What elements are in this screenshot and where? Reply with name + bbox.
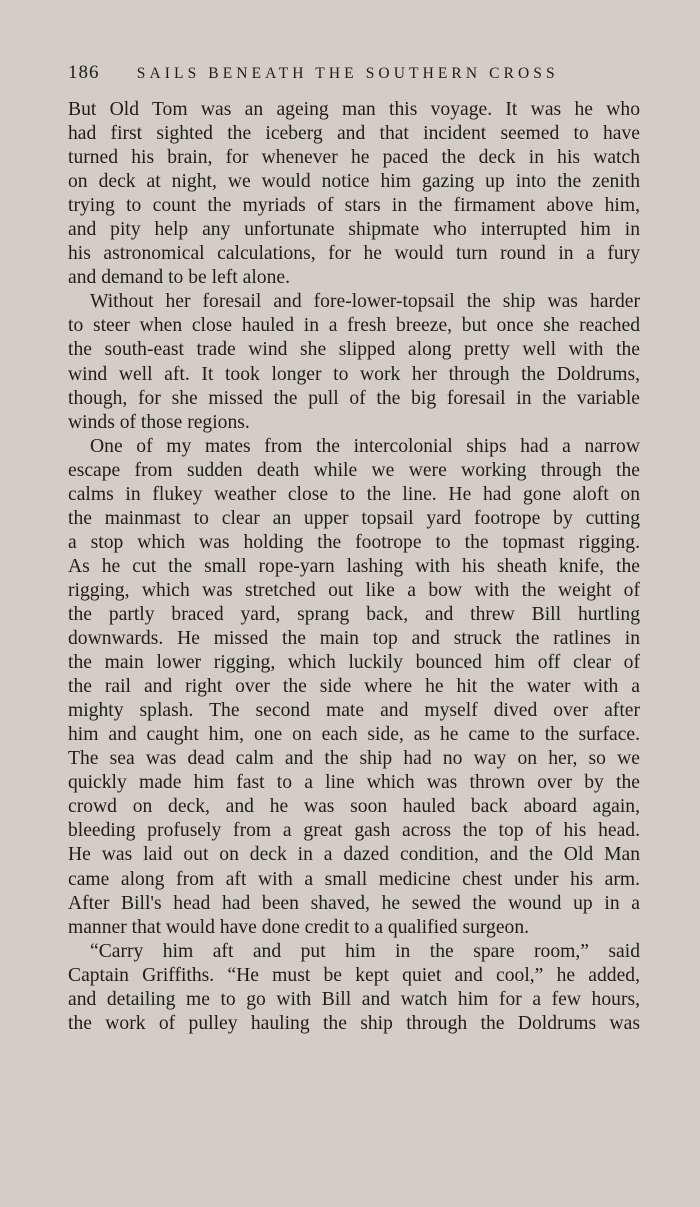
text-line: wind well aft. It took longer to work her through the Doldrums, [68,363,640,385]
text-line: Captain Griffiths. “He must be kept quiet and cool,” he added, [68,964,640,986]
text-line: to steer when close hauled in a fresh breeze, but once she reached [68,315,640,337]
text-line: had first sighted the iceberg and that incident seemed to have [68,123,640,145]
body-text [68,98,640,1036]
text-line: on deck at night, we would notice him gazing up into the zenith [68,171,640,193]
text-line: and demand to be left alone. [68,267,290,289]
text-line: He was laid out on deck in a dazed condition, and the Old Man [68,844,640,866]
text-line: his astronomical calculations, for he would turn round in a fury [68,243,640,265]
page-number: 186 [68,62,100,83]
text-line: him and caught him, one on each side, as he came to the surface. [68,724,640,746]
text-line: trying to count the myriads of stars in the firmament above him, [68,195,640,217]
text-line: One of my mates from the intercolonial ships had a narrow [90,435,640,457]
text-line: As he cut the small rope-yarn lashing with his sheath knife, the [68,555,640,577]
text-line: the mainmast to clear an upper topsail yard footrope by cutting [68,507,640,529]
text-line: crowd on deck, and he was soon hauled back aboard again, [68,796,640,818]
text-line: though, for she missed the pull of the big foresail in the variable [68,387,640,409]
running-title: SAILS BENEATH THE SOUTHERN CROSS [136,65,559,82]
text-line: and detailing me to go with Bill and watch him for a few hours, [68,988,640,1010]
text-line: rigging, which was stretched out like a bow with the weight of [68,579,640,601]
text-line: the rail and right over the side where he hit the water with a [68,676,640,698]
text-line: the work of pulley hauling the ship through the Doldrums was [68,1012,640,1034]
text-line: The sea was dead calm and the ship had no way on her, so we [68,748,640,770]
text-line: turned his brain, for whenever he paced the deck in his watch [68,147,640,169]
text-line: Without her foresail and fore-lower-topsail the ship was harder [90,291,640,313]
text-line: the main lower rigging, which luckily bounced him off clear of [68,652,640,674]
text-line: downwards. He missed the main top and struck the ratlines in [68,628,640,650]
text-line: After Bill's head had been shaved, he sewed the wound up in a [68,892,640,914]
running-head [68,58,643,88]
text-line: the south-east trade wind she slipped along pretty well with the [68,339,640,361]
text-line: quickly made him fast to a line which was thrown over by the [68,772,640,794]
text-line: and pity help any unfortunate shipmate who interrupted him in [68,219,640,241]
text-line: the partly braced yard, sprang back, and threw Bill hurtling [68,603,640,625]
text-line: But Old Tom was an ageing man this voyage. It was he who [68,99,640,120]
text-line: bleeding profusely from a great gash across the top of his head. [68,820,640,842]
text-line: a stop which was holding the footrope to the topmast rigging. [68,531,640,553]
text-line: winds of those regions. [68,411,250,433]
text-line: came along from aft with a small medicine chest under his arm. [68,868,640,890]
text-line: escape from sudden death while we were working through the [68,459,640,481]
text-line: “Carry him aft and put him in the spare room,” said [90,940,640,962]
text-line: mighty splash. The second mate and myself dived over after [68,700,640,722]
text-line: manner that would have done credit to a qualified surgeon. [68,916,530,938]
text-line: calms in flukey weather close to the line. He had gone aloft on [68,483,640,505]
